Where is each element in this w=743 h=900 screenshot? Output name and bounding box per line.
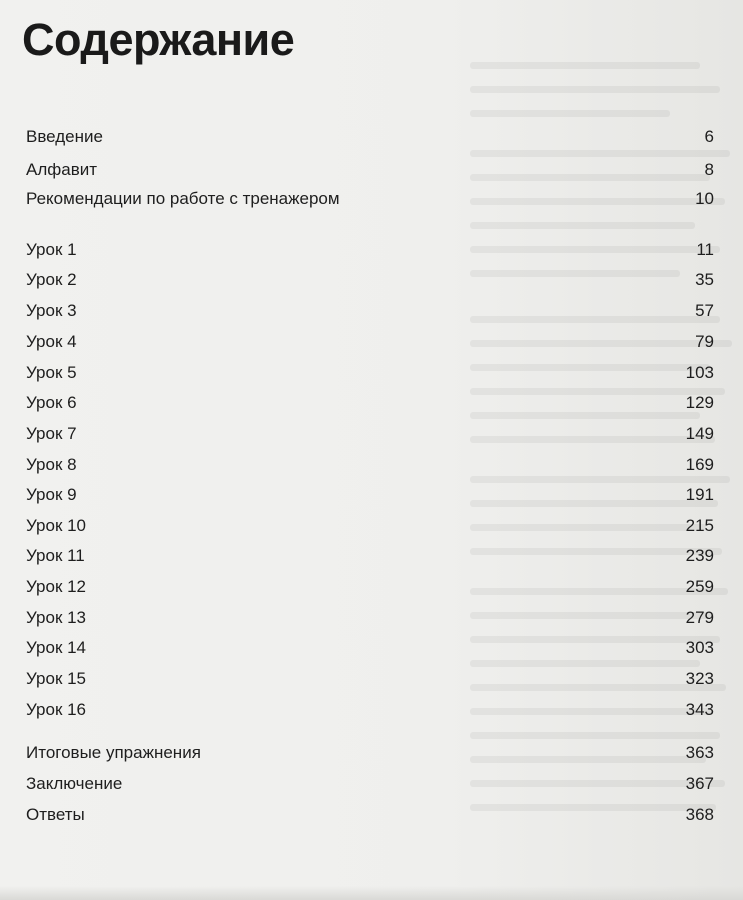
toc-entry[interactable] [26,513,714,539]
toc-entry-label: Урок 5 [26,363,77,382]
toc-entry-label: Заключение [26,774,123,793]
toc-entry[interactable] [26,543,714,569]
toc-page-number: 149 [685,424,714,443]
toc-entry-label: Урок 12 [26,577,87,596]
toc-entry-label: Итоговые упражнения [26,743,201,762]
toc-entry-label: Урок 15 [26,669,87,688]
toc-page-number: 279 [685,608,714,627]
toc-entry[interactable] [26,390,714,416]
toc-entry[interactable] [26,421,714,447]
toc-entry[interactable] [26,574,714,600]
toc-entry[interactable] [26,124,714,150]
toc-entry[interactable] [26,237,714,263]
toc-entry[interactable] [26,635,714,661]
toc-entry-label: Урок 8 [26,455,77,474]
toc-page-number: 191 [685,485,714,504]
toc-entry-label: Введение [26,127,103,146]
toc-page-number: 343 [685,700,714,719]
toc-page-number: 103 [685,363,714,382]
toc-entry-label: Урок 3 [26,301,77,320]
toc-entry[interactable] [26,360,714,386]
toc-entry-label: Урок 11 [26,546,85,565]
toc-page-number: 323 [685,669,714,688]
toc-page-number: 368 [685,805,714,824]
toc-entry[interactable] [26,482,714,508]
toc-entry-label: Урок 16 [26,700,87,719]
toc-entry[interactable] [26,329,714,355]
toc-entry[interactable] [26,697,714,723]
toc-page-number: 79 [695,332,714,351]
page-title: Содержание [22,14,295,65]
toc-entry-label: Алфавит [26,160,98,179]
toc-page-number: 129 [685,393,714,412]
toc-entry-label: Урок 14 [26,638,87,657]
page-bottom-shadow [0,886,743,900]
toc-page-number: 363 [685,743,714,762]
toc-page-number: 6 [704,127,714,146]
toc-page-number: 10 [695,189,714,208]
toc-entry[interactable] [26,298,714,324]
toc-entry-label: Урок 6 [26,393,77,412]
toc-entry-label: Урок 13 [26,608,87,627]
toc-page-number: 303 [685,638,714,657]
toc-page-number: 367 [685,774,714,793]
toc-entry[interactable] [26,771,714,797]
toc-entry-label: Ответы [26,805,85,824]
toc-entry[interactable] [26,452,714,478]
toc-page-number: 8 [704,160,714,179]
toc-entry[interactable] [26,157,714,183]
toc-page-number: 239 [685,546,714,565]
toc-entry-label: Урок 10 [26,516,87,535]
toc-entry-label: Урок 9 [26,485,77,504]
toc-page-number: 11 [696,240,714,259]
toc-entry-label: Урок 2 [26,270,77,289]
toc-page-number: 259 [685,577,714,596]
toc-entry[interactable] [26,666,714,692]
toc-entry[interactable] [26,605,714,631]
toc-page-number: 35 [695,270,714,289]
toc-entry-label: Урок 4 [26,332,77,351]
toc-entry[interactable] [26,802,714,828]
toc-page-number: 215 [685,516,714,535]
toc-page-number: 57 [695,301,714,320]
toc-entry-label: Урок 1 [26,240,77,259]
toc-entry[interactable] [26,740,714,766]
toc-entry-label: Рекомендации по работе с тренажером [26,189,340,208]
toc-page-number: 169 [685,455,714,474]
toc-entry-label: Урок 7 [26,424,77,443]
toc-entry[interactable] [26,267,714,293]
toc-entry[interactable] [26,186,714,212]
